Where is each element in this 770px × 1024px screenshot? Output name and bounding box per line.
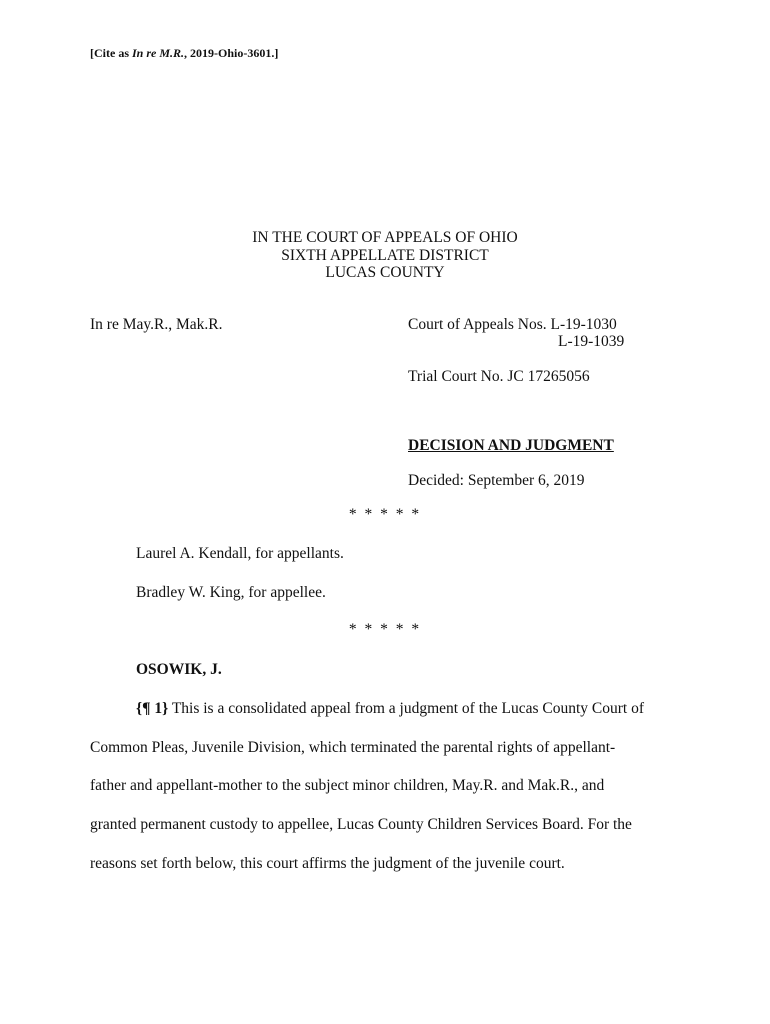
decision-title: DECISION AND JUDGMENT [408, 437, 614, 454]
decided-date: Decided: September 6, 2019 [408, 472, 585, 489]
counsel-appellants: Laurel A. Kendall, for appellants. [136, 545, 344, 562]
citation-case-name: In re M.R. [132, 46, 185, 60]
case-title: In re May.R., Mak.R. [90, 316, 223, 333]
paragraph-text: This is a consolidated appeal from a judgment of the Lucas County Court of [168, 700, 645, 717]
citation-header [90, 46, 278, 61]
section-separator: * * * * * [348, 506, 422, 523]
paragraph-line: Common Pleas, Juvenile Division, which terminated the parental rights of appellant- [90, 739, 616, 756]
court-heading [0, 229, 770, 282]
citation-suffix: , 2019-Ohio-3601.] [184, 46, 279, 60]
court-district: SIXTH APPELLATE DISTRICT [281, 246, 489, 264]
appeals-case-number-2: L-19-1039 [558, 333, 625, 350]
paragraph-marker: {¶ 1} [136, 700, 169, 717]
section-separator: * * * * * [348, 621, 422, 638]
counsel-appellee: Bradley W. King, for appellee. [136, 584, 326, 601]
citation-prefix: [Cite as [90, 46, 132, 60]
trial-court-number: Trial Court No. JC 17265056 [408, 368, 590, 385]
court-name: IN THE COURT OF APPEALS OF OHIO [252, 229, 518, 246]
paragraph-line: father and appellant-mother to the subject minor children, May.R. and Mak.R., and [90, 777, 605, 794]
appeals-case-numbers: Court of Appeals Nos. L-19-1030 [408, 316, 617, 333]
paragraph-line [136, 700, 644, 718]
court-county: LUCAS COUNTY [325, 264, 445, 281]
judge-name: OSOWIK, J. [136, 661, 222, 678]
paragraph-line: reasons set forth below, this court affirms the judgment of the juvenile court. [90, 855, 565, 872]
paragraph-line: granted permanent custody to appellee, Lucas County Children Services Board. For the [90, 816, 632, 833]
